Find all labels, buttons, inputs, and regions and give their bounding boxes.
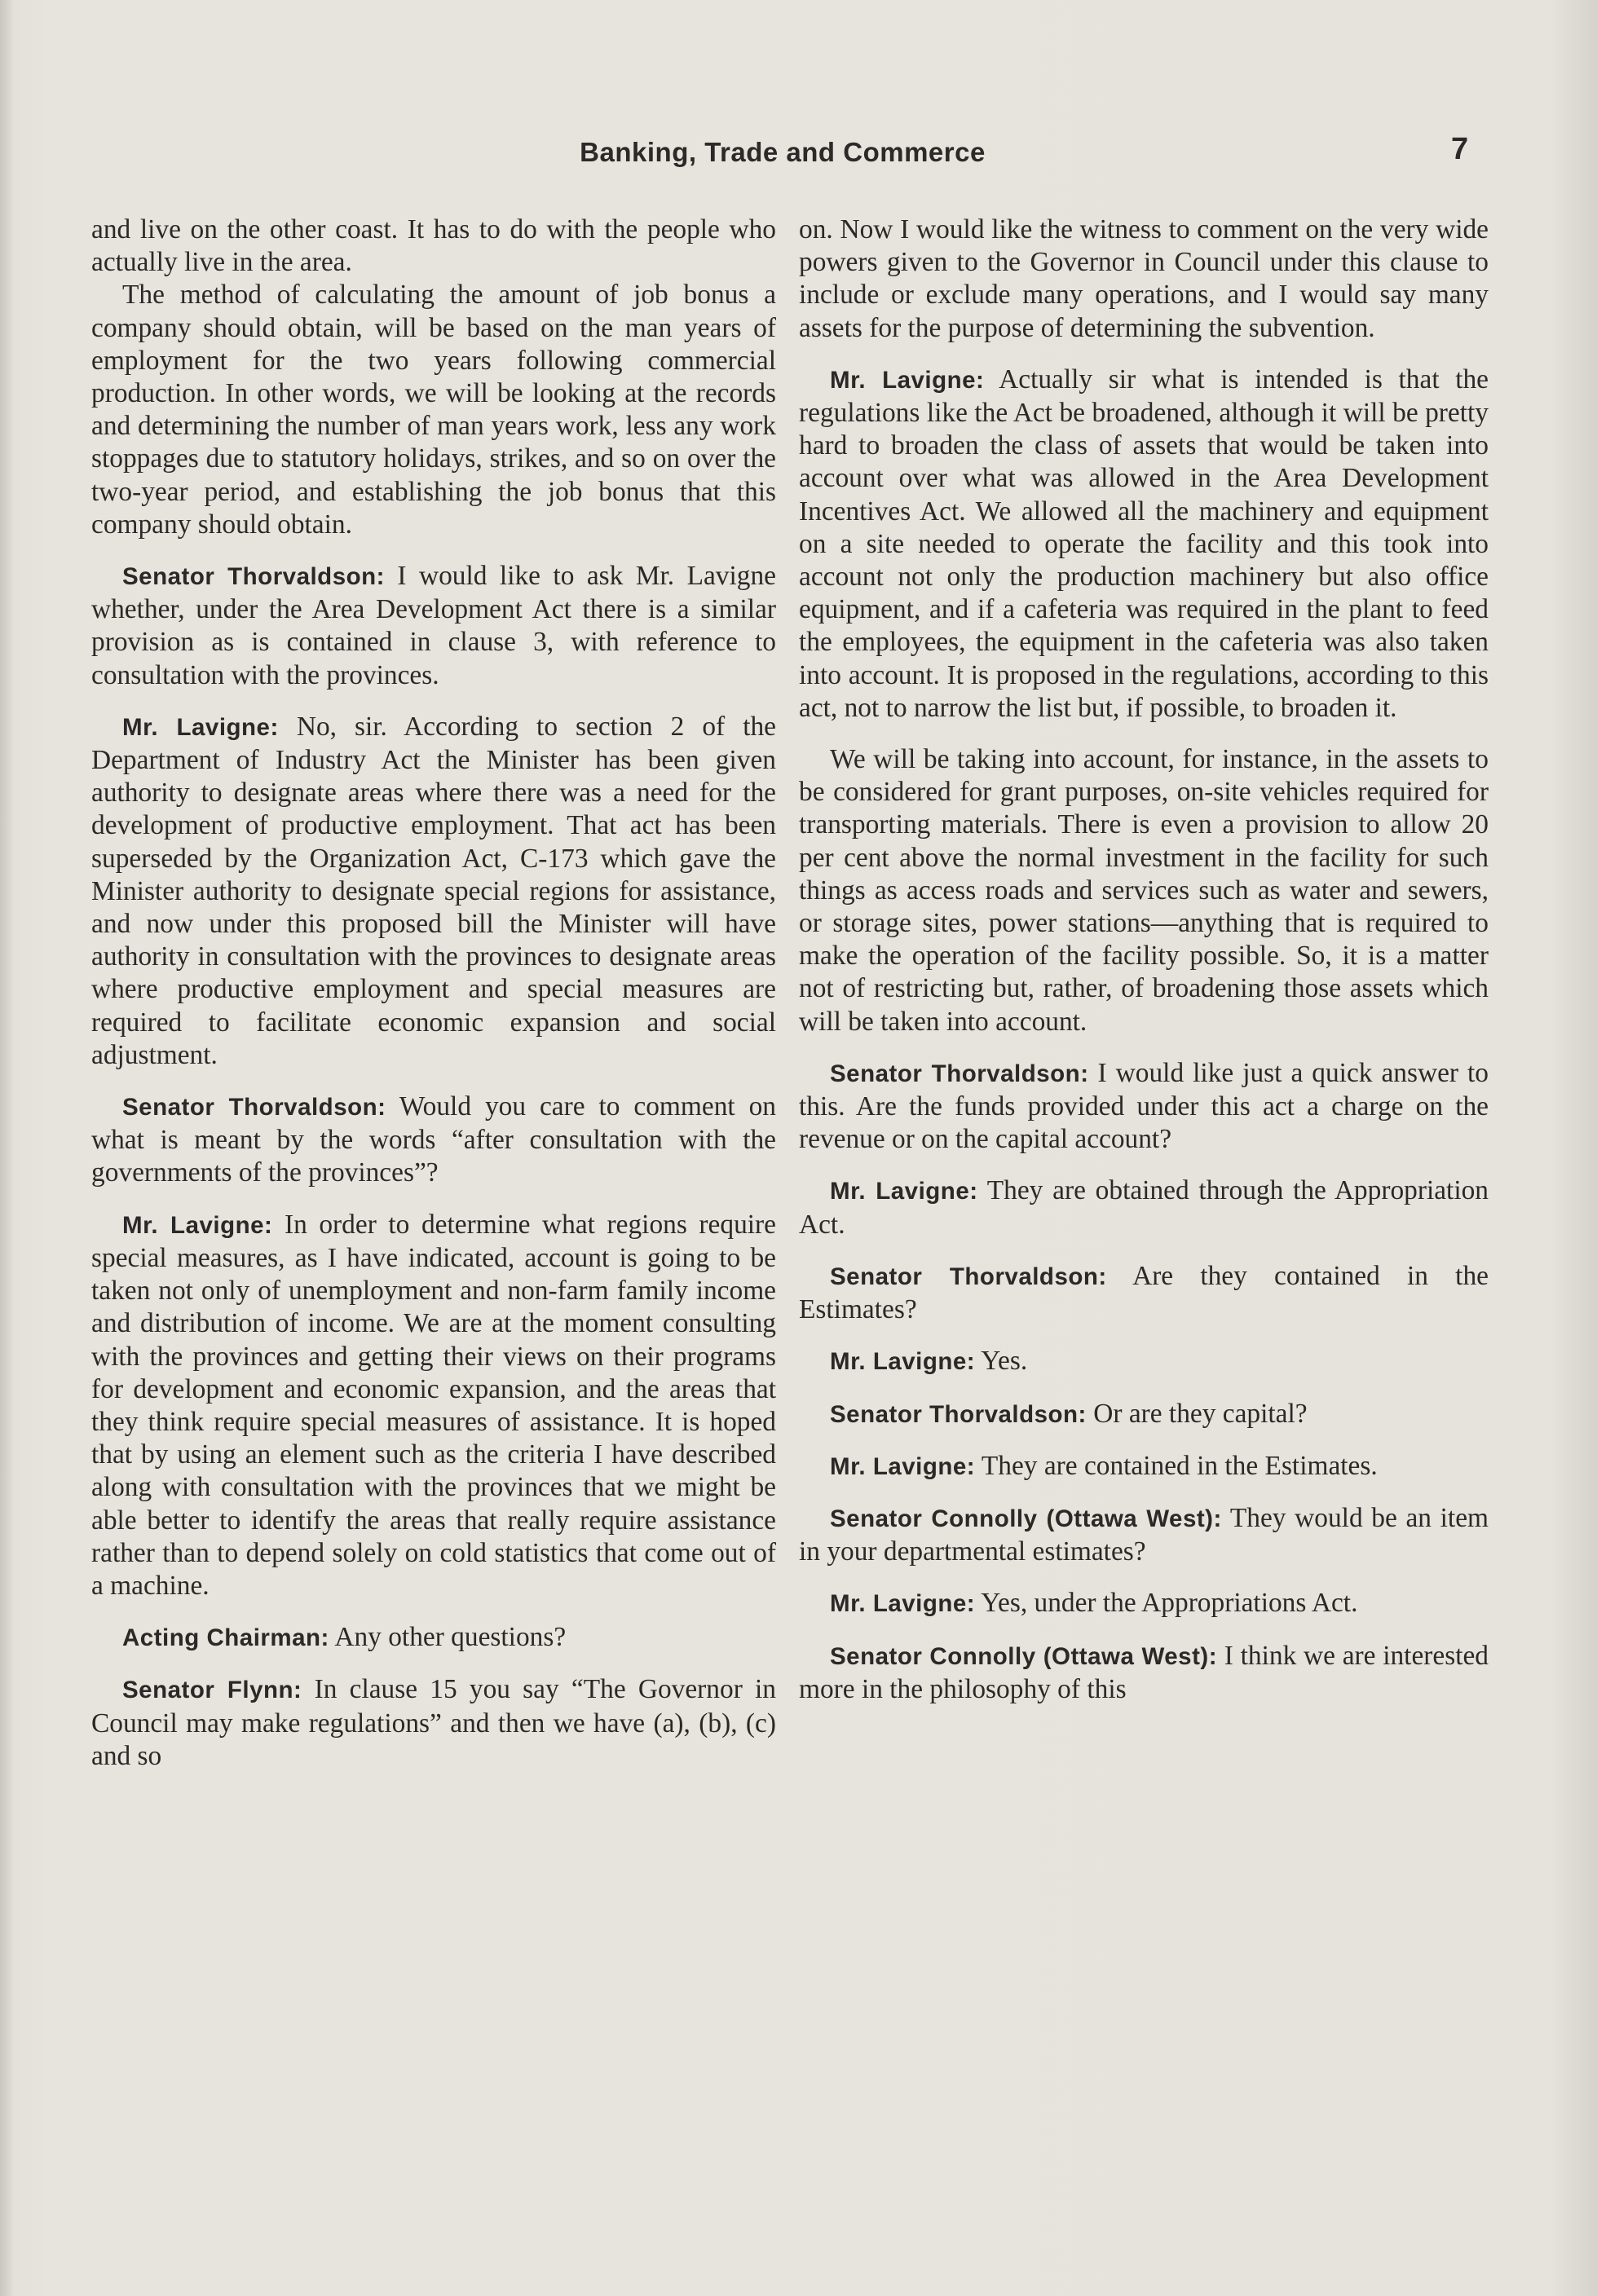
paragraph [91,279,776,541]
paragraph-text: and live on the other coast. It has to do with the people who actually live in the area. [91,214,776,278]
speaker-name: Mr. Lavigne: [122,713,279,741]
speaker-name: Acting Chairman: [122,1624,329,1652]
paragraph [91,1621,776,1655]
paragraph-text: Or are they capital? [1093,1398,1308,1429]
speaker-name: Mr. Lavigne: [830,1348,976,1376]
speaker-name: Mr. Lavigne: [830,1590,976,1618]
paragraph [799,364,1489,725]
paragraph-text: In clause 15 you say “The Governor in Council may make regulations” and then we have (a), (b), (c) and so [91,1674,776,1771]
paragraph-text: on. Now I would like the witness to comment on the very wide powers given to the Governor in Council under this clause to include or exclude many operations, and I would say many assets for the purpose of determining the subvention. [799,214,1489,343]
speaker-name: Mr. Lavigne: [122,1211,273,1239]
paragraph [91,560,776,692]
speaker-name: Senator Thorvaldson: [122,563,385,591]
paragraph [91,214,776,279]
paragraph [91,1673,776,1773]
paragraph [799,1450,1489,1483]
paragraph-text: Are they contained in the Estimates? [799,1260,1489,1325]
paragraph-text: Would you care to comment on what is meant by the words “after consultation with the governments of the provinces”? [91,1091,776,1188]
paragraph-text: We will be taking into account, for instance, in the assets to be considered for grant purposes, on-site vehicles required for transporting materials. There is even a provision to allow 20 per cent above the normal investment in the facility for such things as access roads and services such as water and sewers, or storage sites, power stations—anything that is required to make the operation of the facility possible. So, it is a matter not of restricting but, rather, of broadening those assets which will be taken into account. [799,744,1489,1037]
paragraph-text: I would like just a quick answer to this. Are the funds provided under this act a charge on the revenue or on the capital account? [799,1057,1489,1155]
paragraph-text: They would be an item in your departmental estimates? [799,1502,1489,1567]
paragraph-text: I would like to ask Mr. Lavigne whether, under the Area Development Act there is a similar provision as is contained in clause 3, with reference to consultation with the provinces. [91,561,776,690]
speaker-name: Senator Thorvaldson: [830,1263,1107,1290]
right-column [799,214,1489,1706]
speaker-name: Senator Connolly (Ottawa West): [830,1505,1222,1532]
paragraph [799,1260,1489,1326]
speaker-name: Mr. Lavigne: [830,1178,978,1205]
paragraph [91,1209,776,1602]
page-number: 7 [1451,132,1469,166]
paragraph [799,1640,1489,1706]
paragraph-text: No, sir. According to section 2 of the Department of Industry Act the Minister has been given authority to designate areas where there was a need for the development of productive employment. That act has been superseded by the Organization Act, C-173 which gave the Minister authority to designate special regions for assistance, and now under this proposed bill the Minister will have authority in consultation with the provinces to designate areas where productive employment and special measures are required to facilitate economic expansion and social adjustment. [91,711,776,1070]
paragraph [799,214,1489,345]
speaker-name: Senator Thorvaldson: [830,1400,1087,1428]
paragraph [799,1057,1489,1157]
speaker-name: Senator Flynn: [122,1677,302,1704]
paragraph [799,1345,1489,1378]
speaker-name: Mr. Lavigne: [830,366,985,394]
running-title: Banking, Trade and Commerce [580,137,986,167]
paragraph [91,1091,776,1190]
paragraph [799,1502,1489,1568]
paragraph-text: They are obtained through the Appropriation Act. [799,1175,1489,1240]
speaker-name: Senator Connolly (Ottawa West): [830,1642,1218,1670]
speaker-name: Senator Thorvaldson: [830,1060,1089,1087]
page-header [0,132,1597,178]
paragraph-text: In order to determine what regions require special measures, as I have indicated, account is going to be taken not only of unemployment and non-farm family income and distribution of income. We are at the moment consulting with the provinces and getting their views on their programs for development and economic expansion, and the areas that they think require special measures of assistance. It is hoped that by using an element such as the criteria I have described along with consultation with the provinces that we might be able better to identify the areas that really require assistance rather than to depend solely on cold statistics that come out of a machine. [91,1209,776,1601]
speaker-name: Mr. Lavigne: [830,1452,976,1480]
paragraph [799,1398,1489,1431]
paragraph-text: I think we are interested more in the philosophy of this [799,1640,1489,1704]
paragraph-text: The method of calculating the amount of job bonus a company should obtain, will be based on the man years of employment for the two years following commercial production. In other words, we will be looking at the records and determining the number of man years work, less any work stoppages due to statutory holidays, strikes, and so on over the two-year period, and establishing the job bonus that this company should obtain. [91,280,776,540]
paragraph [799,1174,1489,1241]
paragraph [799,1587,1489,1620]
paragraph [799,743,1489,1038]
speaker-name: Senator Thorvaldson: [122,1094,386,1122]
paragraph-text: Yes, under the Appropriations Act. [981,1588,1358,1619]
paragraph-text: Yes. [981,1346,1028,1377]
paragraph-text: Any other questions? [334,1622,567,1653]
paragraph-text: They are contained in the Estimates. [981,1450,1378,1481]
left-column [91,214,776,1773]
paragraph [91,711,776,1072]
paragraph-text: Actually sir what is intended is that the regulations like the Act be broadened, although it will be pretty hard to broaden the class of assets that would be taken into account over what was allowed in the Area Development Incentives Act. We allowed all the machinery and equipment on a site needed to operate the facility and this took into account not only the production machinery but also office equipment, and if a cafeteria was required in the plant to feed the employees, the equipment in the cafeteria was also taken into account. It is proposed in the regulations, according to this act, not to narrow the list but, if possible, to broaden it. [799,364,1489,723]
